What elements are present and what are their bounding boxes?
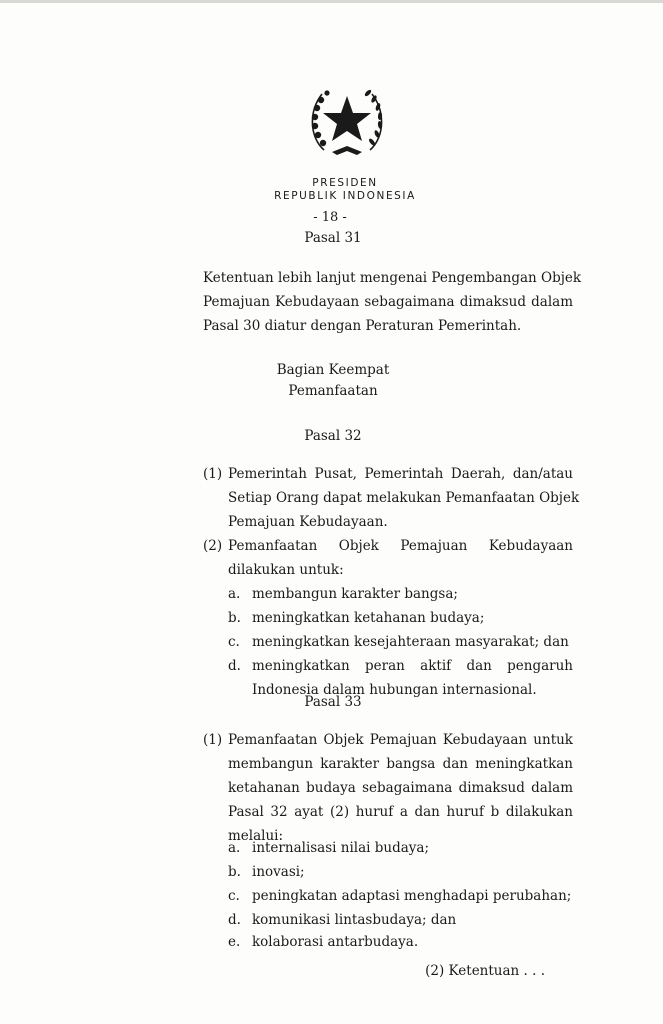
sub-letter: d. [228,658,241,674]
sub-letter: b. [228,864,241,880]
pasal-33-heading: Pasal 33 [304,694,362,710]
header-president: PRESIDEN [312,177,378,189]
pasal-31-paragraph [203,266,582,338]
sub-line: inovasi; [252,864,305,880]
pasal-32-heading: Pasal 32 [304,428,362,444]
item-line: Pemerintah Pusat, Pemerintah Daerah, dan/atau [228,466,573,482]
item-line: melalui: [228,828,284,844]
sub-line: membangun karakter bangsa; [252,586,458,602]
paragraph-line: Pemajuan Kebudayaan sebagaimana dimaksud dalam [203,294,573,310]
sub-line: komunikasi lintasbudaya; dan [252,912,457,928]
item-number: (2) [203,538,223,554]
item-line: Setiap Orang dapat melakukan Pemanfaatan Objek [228,490,580,506]
item-line: Pemajuan Kebudayaan. [228,514,388,530]
sub-line: meningkatkan kesejahteraan masyarakat; dan [252,634,569,650]
item-line: dilakukan untuk: [228,562,344,578]
pasal-31-heading: Pasal 31 [304,230,362,246]
sub-letter: b. [228,610,241,626]
item-line: ketahanan budaya sebagaimana dimaksud dalam [228,780,573,796]
item-line: Pasal 32 ayat (2) huruf a dan huruf b dilakukan [228,804,573,820]
page-number: - 18 - [313,210,347,225]
sub-letter: e. [228,934,241,950]
section-title: Bagian Keempat [276,362,390,378]
header-republic: REPUBLIK INDONESIA [274,190,416,202]
scan-edge [0,0,663,3]
sub-line: kolaborasi antarbudaya. [252,934,419,950]
item-number: (1) [203,732,223,748]
sub-line: Indonesia dalam hubungan internasional. [252,682,537,698]
paragraph-line: Pasal 30 diatur dengan Peraturan Pemerintah. [203,318,522,334]
sub-line: meningkatkan peran aktif dan pengaruh [252,658,573,674]
sub-line: meningkatkan ketahanan budaya; [252,610,485,626]
section-subtitle: Pemanfaatan [288,383,378,399]
sub-letter: d. [228,912,241,928]
sub-letter: a. [228,840,241,856]
sub-letter: c. [228,634,240,650]
item-line: membangun karakter bangsa dan meningkatkan [228,756,573,772]
item-number: (1) [203,466,223,482]
sub-letter: c. [228,888,240,904]
item-line: Pemanfaatan Objek Pemajuan Kebudayaan untuk [228,732,573,748]
sub-line: internalisasi nilai budaya; [252,840,430,856]
paragraph-line: Ketentuan lebih lanjut mengenai Pengembangan Objek [203,270,582,286]
state-emblem-icon [302,80,392,162]
item-line: Pemanfaatan Objek Pemajuan Kebudayaan [228,538,573,554]
sub-line: peningkatan adaptasi menghadapi perubahan; [252,888,572,904]
page-continuation: (2) Ketentuan . . . [425,963,545,979]
sub-letter: a. [228,586,241,602]
